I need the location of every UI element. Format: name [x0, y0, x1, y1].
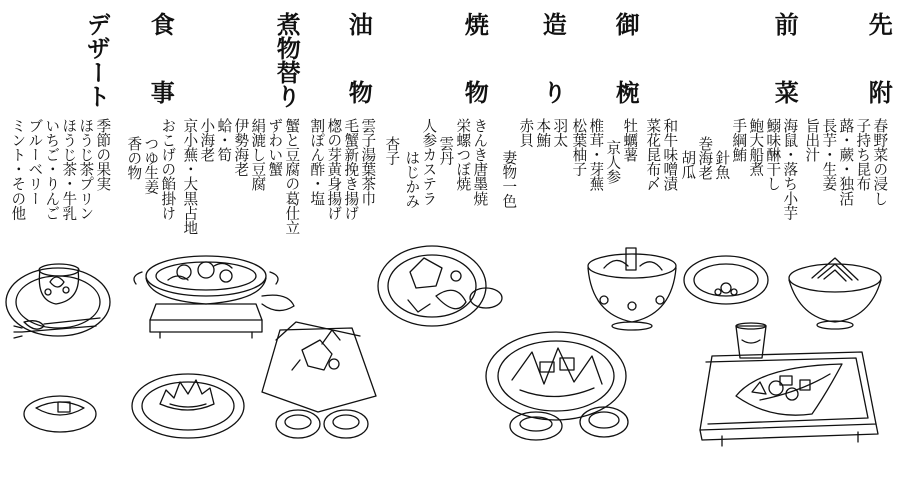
course-title-dessert: デザート: [82, 12, 112, 108]
menu-item: 牡蠣薯: [621, 118, 639, 162]
menu-item: 妻物一色: [500, 150, 518, 209]
menu-item: 巻海老: [696, 136, 714, 180]
course-title-zensai: 前菜: [770, 12, 800, 104]
zensai-tray-illustration: [700, 323, 878, 446]
menu-item: 蟹と豆腐の葛仕立: [283, 118, 301, 235]
course-title-owan: 御椀: [611, 12, 641, 104]
menu-item: 雲子湯葉茶巾: [359, 118, 377, 206]
menu-item: 伊勢海老: [232, 118, 250, 177]
course-title-shokuji: 食事: [146, 12, 176, 104]
shokuji-plate-illustration: [132, 374, 244, 438]
menu-item: 旨出汁: [803, 118, 821, 162]
dish-illustrations: [0, 244, 900, 480]
menu-item: ほうじ茶・牛乳: [60, 118, 78, 221]
menu-item: 蛤・筍: [215, 118, 233, 162]
course-title-agemono: 油物: [344, 12, 374, 104]
menu-item: 菜花昆布〆: [644, 118, 662, 191]
menu-item: 海鼠・落ち小芋: [781, 118, 799, 221]
menu-item: 楤の芽黄身揚げ: [325, 118, 343, 221]
menu-item: 春野菜の浸し: [871, 118, 889, 206]
menu-item: 手綱鮪: [730, 118, 748, 162]
menu-item: つゆ生姜: [142, 136, 160, 195]
sakizuke-bowl-illustration: [789, 258, 881, 329]
menu-item: 椎茸・芽蕪: [587, 118, 605, 191]
menu-item: 京人参: [604, 140, 622, 184]
menu-item: 長芋・生姜: [820, 118, 838, 191]
menu-item: 和牛味噌漬: [661, 118, 679, 191]
menu-item: 小海老: [198, 118, 216, 162]
course-title-tsukuri: 造り: [538, 12, 568, 104]
dessert-plate-illustration: [6, 264, 110, 432]
menu-item: きんき唐墨焼: [471, 118, 489, 206]
menu-item: 羽太: [551, 118, 569, 148]
menu-item: 割ぽん酢・塩: [308, 118, 326, 206]
course-title-sakizuke: 先附: [864, 12, 894, 104]
menu-item: はじかみ: [403, 150, 421, 209]
menu-item: 栄螺つぼ焼: [454, 118, 472, 191]
menu-item: 杏子: [383, 136, 401, 166]
menu-item: 蕗・蕨・独活: [837, 118, 855, 206]
menu-item: 胡瓜: [679, 150, 697, 180]
menu-item: 香の物: [125, 136, 143, 180]
menu-item: 京小蕪・大黒占地: [181, 118, 199, 235]
menu-item: おこげの餡掛け: [159, 118, 177, 221]
course-title-yakimono: 焼物: [460, 12, 490, 104]
menu-item: 子持ち昆布: [854, 118, 872, 191]
menu-item: ずわい蟹: [266, 118, 284, 177]
menu-item: 松葉柚子: [570, 118, 588, 177]
menu-item: 鰯味醂干し: [764, 118, 782, 191]
course-title-nimonogawari: 煮物替り: [272, 12, 302, 108]
menu-item: 本鮪: [534, 118, 552, 148]
menu-item: 赤貝: [517, 118, 535, 148]
tsukuri-plate-illustration: [486, 332, 628, 440]
nimono-pot-illustration: [134, 256, 294, 338]
menu-item: ほうじ茶プリン: [77, 118, 95, 221]
menu-item: 毛蟹新挽き揚げ: [342, 118, 360, 221]
menu-item: いちご・りんご: [43, 118, 61, 221]
menu-item: 針魚: [713, 150, 731, 180]
menu-item: 季節の果実: [94, 118, 112, 191]
owan-bowl-illustration: [588, 248, 768, 330]
yakimono-plate-illustration: [378, 246, 502, 326]
menu-item: 鮑大船煮: [747, 118, 765, 177]
agemono-tray-illustration: [262, 322, 376, 438]
menu-item: ブルーベリー: [26, 118, 44, 206]
menu-item: ミント・その他: [9, 118, 27, 221]
menu-item: 絹漉し豆腐: [249, 118, 267, 191]
menu-item: 人参カステラ: [420, 118, 438, 206]
menu-item: 雲丹: [437, 136, 455, 166]
